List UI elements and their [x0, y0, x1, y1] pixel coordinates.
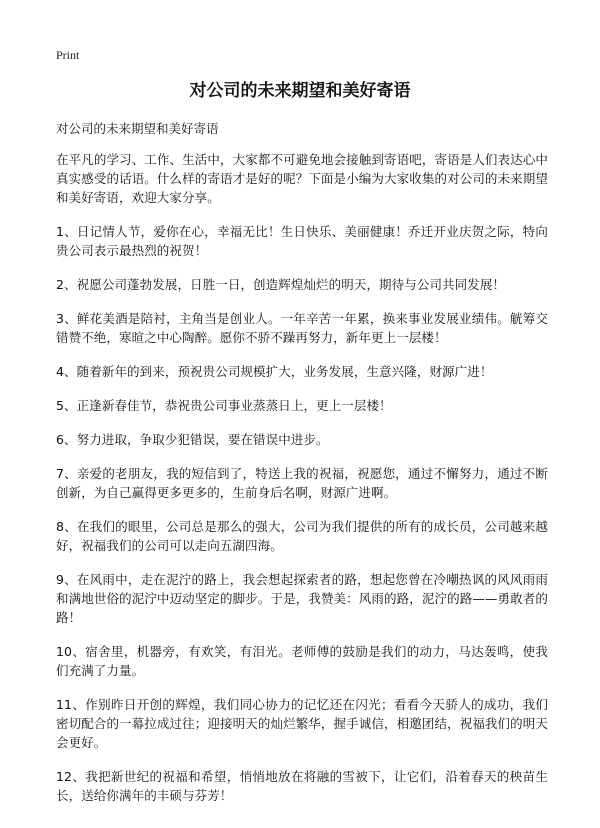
list-item: 5、正逢新春佳节，恭祝贵公司事业蒸蒸日上，更上一层楼！	[56, 398, 392, 413]
list-item: 3、鲜花美酒是陪衬，主角当是创业人。一年辛苦一年累，换来事业发展业绩伟。觥筹交错赞不绝，寒暄之中心陶醉。愿你不骄不躁再努力，新年更上一层楼！	[56, 311, 548, 345]
document-body	[56, 150, 548, 820]
list-item: 6、努力进取，争取少犯错误，要在错误中进步。	[56, 432, 329, 447]
list-item: 4、随着新年的到来，预祝贵公司规模扩大，业务发展，生意兴隆，财源广进！	[56, 364, 493, 379]
list-item: 1、日记情人节，爱你在心，幸福无比！生日快乐、美丽健康！乔迁开业庆贺之际，特向贵公司表示最热烈的祝贺！	[56, 224, 548, 258]
list-item: 8、在我们的眼里，公司总是那么的强大，公司为我们提供的所有的成长员，公司越来越好，祝福我们的公司可以走向五湖四海。	[56, 519, 548, 553]
print-link[interactable]: Print	[56, 48, 80, 62]
list-item: 10、宿舍里，机器旁，有欢笑，有泪光。老师傅的鼓励是我们的动力，马达轰鸣，使我们充满了力量。	[56, 644, 548, 678]
list-item: 12、我把新世纪的祝福和希望，悄悄地放在将融的雪被下，让它们，沿着春天的秧苗生长，送给你满年的丰硕与芬芳！	[56, 769, 548, 803]
list-item: 2、祝愿公司蓬勃发展，日胜一日，创造辉煌灿烂的明天，期待与公司共同发展！	[56, 277, 506, 292]
list-item: 11、作别昨日开创的辉煌，我们同心协力的记忆还在闪光；看看今天骄人的成功，我们密切配合的一幕拉成过往；迎接明天的灿烂繁华，握手诚信，相邀团结，祝福我们的明天会更好。	[56, 697, 548, 750]
intro-paragraph: 在平凡的学习、工作、生活中，大家都不可避免地会接触到寄语吧，寄语是人们表达心中真实感受的话语。什么样的寄语才是好的呢？下面是小编为大家收集的对公司的未来期望和美好寄语，欢迎大家分享。	[56, 152, 548, 205]
list-item: 9、在风雨中，走在泥泞的路上，我会想起探索者的路，想起您曾在冷嘲热讽的风风雨雨和满地世俗的泥泞中迈动坚定的脚步。于是，我赞美：风雨的路，泥泞的路——勇敢者的路！	[56, 572, 548, 625]
list-item: 7、亲爱的老朋友，我的短信到了，特送上我的祝福，祝愿您，通过不懈努力，通过不断创新，为自己赢得更多更多的，生前身后名啊，财源广进啊。	[56, 466, 548, 500]
document-title: 对公司的未来期望和美好寄语	[189, 81, 411, 101]
document-subtitle: 对公司的未来期望和美好寄语	[56, 121, 219, 136]
